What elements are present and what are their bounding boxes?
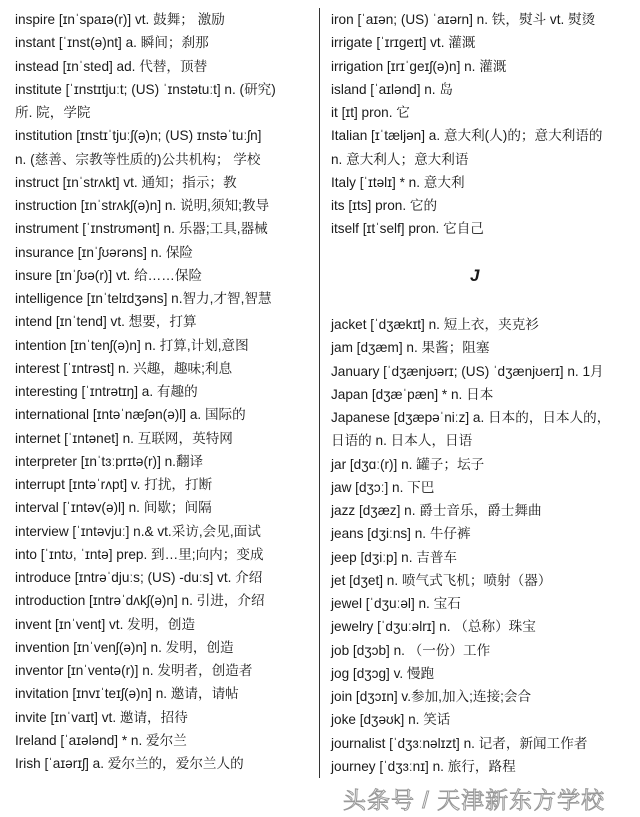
- vocab-entry: jog [dʒɔg] v. 慢跑: [331, 665, 435, 681]
- section-letter-heading: J: [470, 266, 480, 285]
- vocab-entry: jazz [dʒæz] n. 爵士音乐，爵士舞曲: [331, 503, 542, 518]
- vocab-entry: invent [ɪnˈvent] vt. 发明，创造: [15, 616, 196, 632]
- vocab-entry: jewel [ˈdʒuːəl] n. 宝石: [331, 596, 461, 611]
- vocab-entry: jar [dʒɑː(r)] n. 罐子；坛子: [331, 456, 485, 472]
- vocab-entry: jam [dʒæm] n. 果酱；阻塞: [331, 340, 490, 356]
- vocab-entry: island [ˈaɪlənd] n. 岛: [331, 81, 453, 97]
- vocab-entry: 所. 院，学院: [15, 105, 91, 120]
- vocab-entry: n. (慈善、宗教等性质的)公共机构； 学校: [15, 151, 261, 167]
- vocab-entry: invite [ɪnˈvaɪt] vt. 邀请，招待: [15, 709, 188, 725]
- vocab-entry: interval [ˈɪntəv(ə)l] n. 间歇；间隔: [15, 500, 212, 516]
- vocab-entry: irrigation [ɪrɪˈgeɪʃ(ə)n] n. 灌溉: [331, 58, 507, 74]
- vocab-entry: 日语的 n. 日本人，日语: [331, 433, 473, 449]
- vocab-entry: interrupt [ɪntəˈrʌpt] v. 打扰，打断: [15, 477, 213, 492]
- vocab-entry: jet [dʒet] n. 喷气式飞机；喷射（器）: [331, 572, 552, 588]
- vocab-entry: n. 意大利人；意大利语: [331, 151, 469, 167]
- vocab-entry: invitation [ɪnvɪˈteɪʃ(ə)n] n. 邀请，请帖: [15, 686, 239, 702]
- vocab-entry: inspire [ɪnˈspaɪə(r)] vt. 鼓舞； 激励: [15, 12, 225, 27]
- vocab-entry: institution [ɪnstɪˈtjuːʃ(ə)n; (US) ɪnstəˈtuːʃn]: [15, 128, 262, 144]
- column-divider: [319, 8, 320, 778]
- vocab-entry: intend [ɪnˈtend] vt. 想要，打算: [15, 314, 197, 330]
- watermark: 头条号 / 天津新东方学校: [343, 787, 606, 813]
- vocab-entry: instruction [ɪnˈstrʌkʃ(ə)n] n. 说明,须知;教导: [15, 198, 270, 213]
- vocab-entry: invention [ɪnˈvenʃ(ə)n] n. 发明，创造: [15, 639, 234, 655]
- vocab-entry: insure [ɪnˈʃʊə(r)] vt. 给……保险: [15, 267, 203, 283]
- left-word-list: [15, 8, 276, 775]
- vocab-entry: journalist [ˈdʒɜːnəlɪzt] n. 记者，新闻工作者: [331, 735, 588, 751]
- vocab-entry: Italian [ɪˈtæljən] a. 意大利(人)的；意大利语的: [331, 128, 603, 144]
- vocab-entry: interesting [ˈɪntrətɪŋ] a. 有趣的: [15, 384, 198, 399]
- vocab-entry: institute [ˈɪnstɪtjuːt; (US) ˈɪnstətuːt] n. (研究): [15, 81, 276, 97]
- vocab-entry: jacket [ˈdʒækɪt] n. 短上衣，夹克衫: [331, 317, 539, 332]
- vocab-entry: Ireland [ˈaɪələnd] * n. 爱尔兰: [15, 732, 187, 748]
- vocab-entry: insurance [ɪnˈʃʊərəns] n. 保险: [15, 244, 194, 260]
- vocab-entry: introduction [ɪntrəˈdʌkʃ(ə)n] n. 引进，介绍: [15, 593, 265, 609]
- vocab-entry: interest [ˈɪntrəst] n. 兴趣，趣味;利息: [15, 360, 233, 376]
- vocab-entry: January [ˈdʒænjʊərɪ; (US) ˈdʒænjʊerɪ] n. 1月: [331, 363, 604, 379]
- vocab-entry: iron [ˈaɪən; (US) ˈaɪərn] n. 铁，熨斗 vt. 熨烫: [331, 12, 596, 27]
- vocab-entry: Italy [ˈɪtəlɪ] * n. 意大利: [331, 174, 465, 190]
- right-word-list-j: [331, 313, 610, 778]
- vocab-entry: intelligence [ɪnˈtelɪdʒəns] n.智力,才智,智慧: [15, 291, 272, 306]
- vocab-entry: instant [ˈɪnst(ə)nt] a. 瞬间；刹那: [15, 35, 209, 51]
- vocab-entry: journey [ˈdʒɜːnɪ] n. 旅行，路程: [331, 758, 516, 774]
- vocab-entry: jewelry [ˈdʒuːəlrɪ] n. （总称）珠宝: [331, 619, 536, 635]
- vocab-entry: into [ˈɪntʊ, ˈɪntə] prep. 到…里;向内；变成: [15, 546, 264, 562]
- vocab-entry: job [dʒɔb] n. （一份）工作: [331, 642, 491, 658]
- vocab-entry: it [ɪt] pron. 它: [331, 105, 410, 120]
- vocab-entry: introduce [ɪntrəˈdjuːs; (US) -duːs] vt. 介绍: [15, 570, 263, 585]
- vocab-entry: instruct [ɪnˈstrʌkt] vt. 通知；指示；教: [15, 174, 237, 190]
- vocab-entry: interview [ˈɪntəvjuː] n.& vt.采访,会见,面试: [15, 523, 261, 539]
- vocab-entry: intention [ɪnˈtenʃ(ə)n] n. 打算,计划,意图: [15, 337, 249, 353]
- vocab-entry: itself [ɪtˈself] pron. 它自己: [331, 221, 484, 237]
- vocab-entry: join [dʒɔɪn] v.参加,加入;连接;会合: [331, 689, 532, 704]
- vocab-entry: joke [dʒəʊk] n. 笑话: [331, 712, 451, 728]
- vocab-entry: internet [ˈɪntənet] n. 互联网，英特网: [15, 430, 233, 446]
- vocab-entry: jaw [dʒɔː] n. 下巴: [331, 479, 435, 495]
- vocab-entry: international [ɪntəˈnæʃən(ə)l] a. 国际的: [15, 407, 246, 423]
- vocab-entry: its [ɪts] pron. 它的: [331, 198, 438, 213]
- vocab-entry: Japan [dʒæˈpæn] * n. 日本: [331, 386, 494, 402]
- vocab-entry: instead [ɪnˈsted] ad. 代替，顶替: [15, 58, 208, 74]
- vocab-entry: jeep [dʒiːp] n. 吉普车: [331, 549, 458, 565]
- right-word-list-i: [331, 8, 602, 241]
- vocab-entry: irrigate [ˈɪrɪgeɪt] vt. 灌溉: [331, 35, 476, 51]
- vocab-entry: jeans [dʒiːns] n. 牛仔裤: [331, 526, 471, 542]
- vocab-entry: instrument [ˈɪnstrʊmənt] n. 乐器;工具,器械: [15, 221, 268, 237]
- vocab-entry: Irish [ˈaɪərɪʃ] a. 爱尔兰的，爱尔兰人的: [15, 756, 244, 771]
- vocab-entry: inventor [ɪnˈventə(r)] n. 发明者，创造者: [15, 663, 253, 678]
- vocab-entry: Japanese [dʒæpəˈniːz] a. 日本的，日本人的，: [331, 410, 611, 425]
- vocab-entry: interpreter [ɪnˈtɜːprɪtə(r)] n.翻译: [15, 453, 204, 469]
